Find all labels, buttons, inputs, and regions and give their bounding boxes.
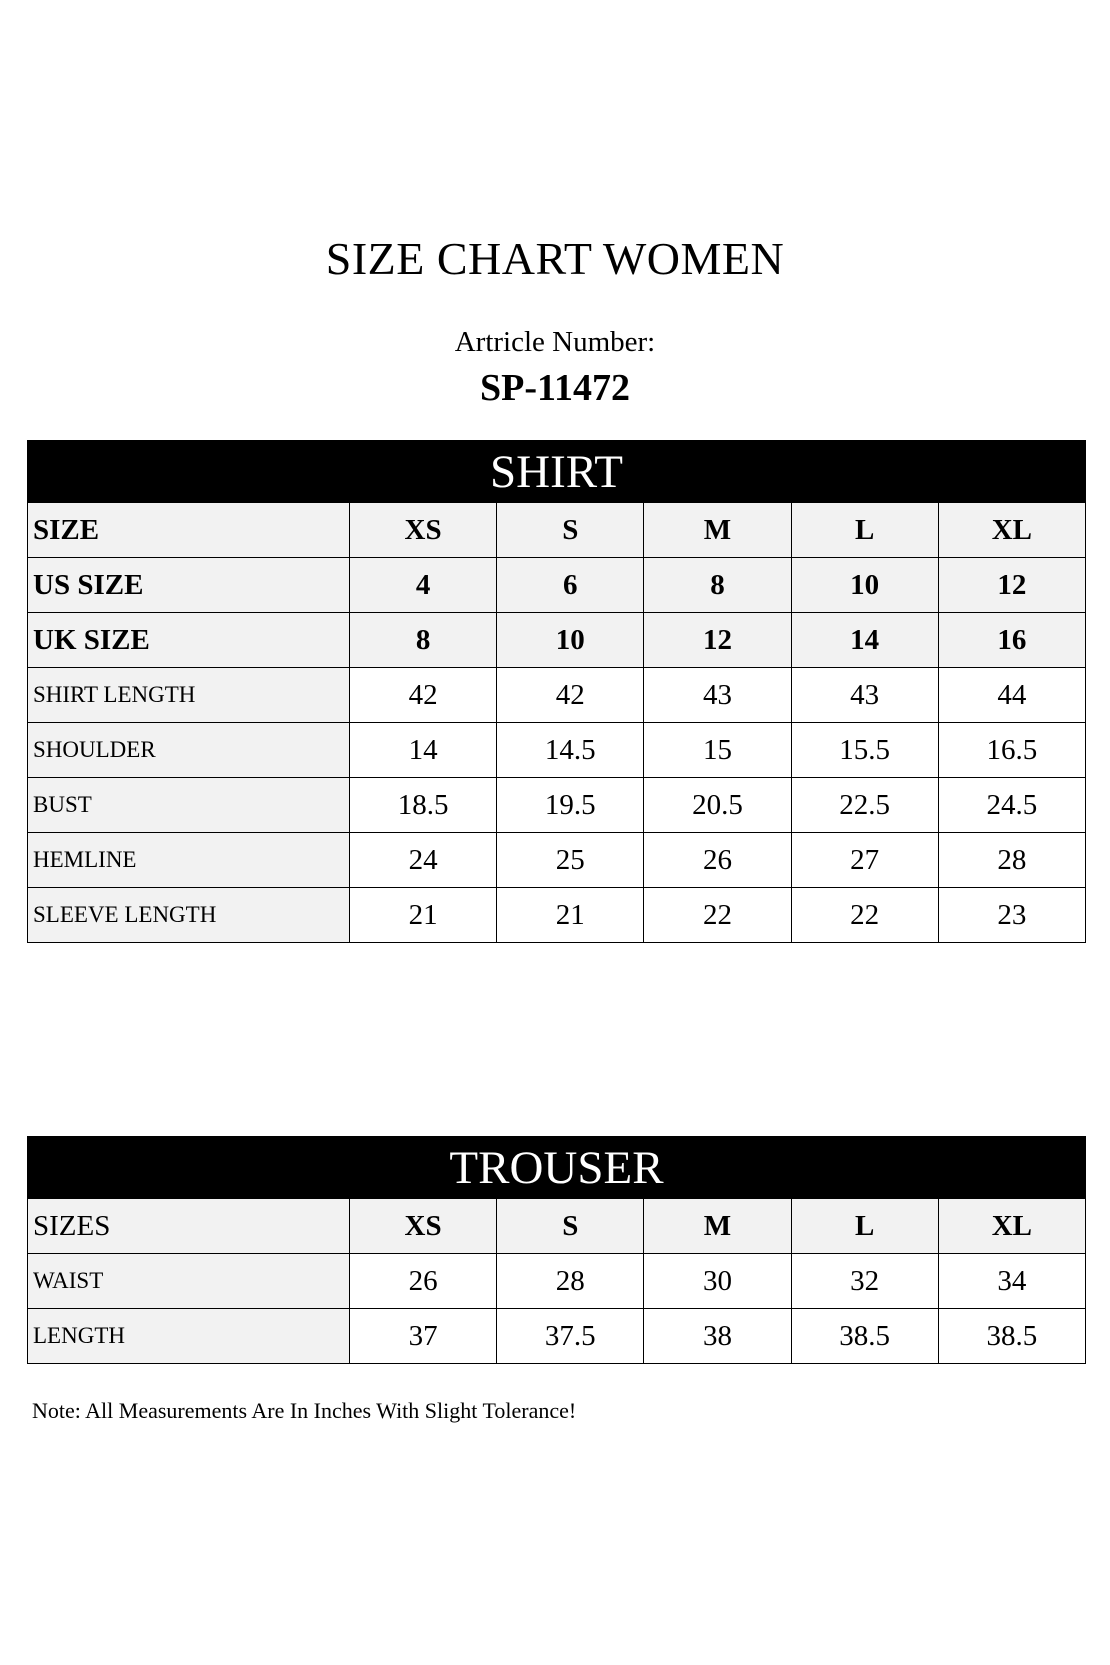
table-row xyxy=(28,778,1086,833)
table-cell: 43 xyxy=(644,668,791,723)
table-cell: 21 xyxy=(350,888,497,943)
table-cell: 24 xyxy=(350,833,497,888)
table-cell: 12 xyxy=(938,558,1085,613)
table-cell: 14 xyxy=(791,613,938,668)
size-xs: XS xyxy=(350,1199,497,1254)
table-row xyxy=(28,558,1086,613)
page-title: SIZE CHART WOMEN xyxy=(325,233,785,284)
table-cell: 43 xyxy=(791,668,938,723)
row-label-length: LENGTH xyxy=(28,1309,350,1364)
measurement-note: Note: All Measurements Are In Inches With Slight Tolerance! xyxy=(32,1398,577,1423)
trouser-size-table xyxy=(27,1136,1086,1364)
row-label-uk-size: UK SIZE xyxy=(28,613,350,668)
table-cell: 16.5 xyxy=(938,723,1085,778)
table-cell: 22 xyxy=(644,888,791,943)
row-label-shirt-length: SHIRT LENGTH xyxy=(28,668,350,723)
table-row xyxy=(28,613,1086,668)
row-label-sizes: SIZES xyxy=(28,1199,350,1254)
row-label-us-size: US SIZE xyxy=(28,558,350,613)
table-cell: 42 xyxy=(497,668,644,723)
table-row xyxy=(28,1309,1086,1364)
size-s: S xyxy=(497,1199,644,1254)
table-cell: 19.5 xyxy=(497,778,644,833)
table-row xyxy=(28,1254,1086,1309)
table-row xyxy=(28,723,1086,778)
size-s: S xyxy=(497,503,644,558)
shirt-table-heading: SHIRT xyxy=(28,441,1086,503)
table-cell: 22 xyxy=(791,888,938,943)
trouser-table-heading: TROUSER xyxy=(28,1137,1086,1199)
row-label-shoulder: SHOULDER xyxy=(28,723,350,778)
table-cell: 22.5 xyxy=(791,778,938,833)
table-cell: 4 xyxy=(350,558,497,613)
table-cell: 30 xyxy=(644,1254,791,1309)
row-label-hemline: HEMLINE xyxy=(28,833,350,888)
table-cell: 20.5 xyxy=(644,778,791,833)
size-xl: XL xyxy=(938,1199,1085,1254)
table-cell: 8 xyxy=(644,558,791,613)
table-cell: 27 xyxy=(791,833,938,888)
table-cell: 21 xyxy=(497,888,644,943)
table-cell: 38.5 xyxy=(938,1309,1085,1364)
table-cell: 18.5 xyxy=(350,778,497,833)
table-cell: 15.5 xyxy=(791,723,938,778)
table-cell: 23 xyxy=(938,888,1085,943)
table-row xyxy=(28,503,1086,558)
table-cell: 8 xyxy=(350,613,497,668)
table-cell: 25 xyxy=(497,833,644,888)
size-m: M xyxy=(644,1199,791,1254)
size-l: L xyxy=(791,503,938,558)
row-label-sleeve-length: SLEEVE LENGTH xyxy=(28,888,350,943)
table-row xyxy=(28,888,1086,943)
article-number: SP-11472 xyxy=(480,367,630,409)
size-m: M xyxy=(644,503,791,558)
table-cell: 37.5 xyxy=(497,1309,644,1364)
row-label-size: SIZE xyxy=(28,503,350,558)
table-row xyxy=(28,668,1086,723)
size-xs: XS xyxy=(350,503,497,558)
table-cell: 6 xyxy=(497,558,644,613)
table-cell: 34 xyxy=(938,1254,1085,1309)
table-cell: 28 xyxy=(938,833,1085,888)
table-cell: 44 xyxy=(938,668,1085,723)
table-cell: 14 xyxy=(350,723,497,778)
table-cell: 37 xyxy=(350,1309,497,1364)
table-cell: 16 xyxy=(938,613,1085,668)
table-cell: 26 xyxy=(350,1254,497,1309)
table-cell: 38 xyxy=(644,1309,791,1364)
size-l: L xyxy=(791,1199,938,1254)
table-cell: 26 xyxy=(644,833,791,888)
table-row xyxy=(28,833,1086,888)
row-label-waist: WAIST xyxy=(28,1254,350,1309)
shirt-size-table xyxy=(27,440,1086,943)
table-row xyxy=(28,1199,1086,1254)
table-cell: 14.5 xyxy=(497,723,644,778)
table-cell: 24.5 xyxy=(938,778,1085,833)
table-cell: 32 xyxy=(791,1254,938,1309)
table-cell: 10 xyxy=(791,558,938,613)
table-cell: 42 xyxy=(350,668,497,723)
row-label-bust: BUST xyxy=(28,778,350,833)
table-cell: 10 xyxy=(497,613,644,668)
table-cell: 28 xyxy=(497,1254,644,1309)
table-cell: 12 xyxy=(644,613,791,668)
size-xl: XL xyxy=(938,503,1085,558)
article-number-label: Artricle Number: xyxy=(454,326,656,358)
table-cell: 38.5 xyxy=(791,1309,938,1364)
table-cell: 15 xyxy=(644,723,791,778)
